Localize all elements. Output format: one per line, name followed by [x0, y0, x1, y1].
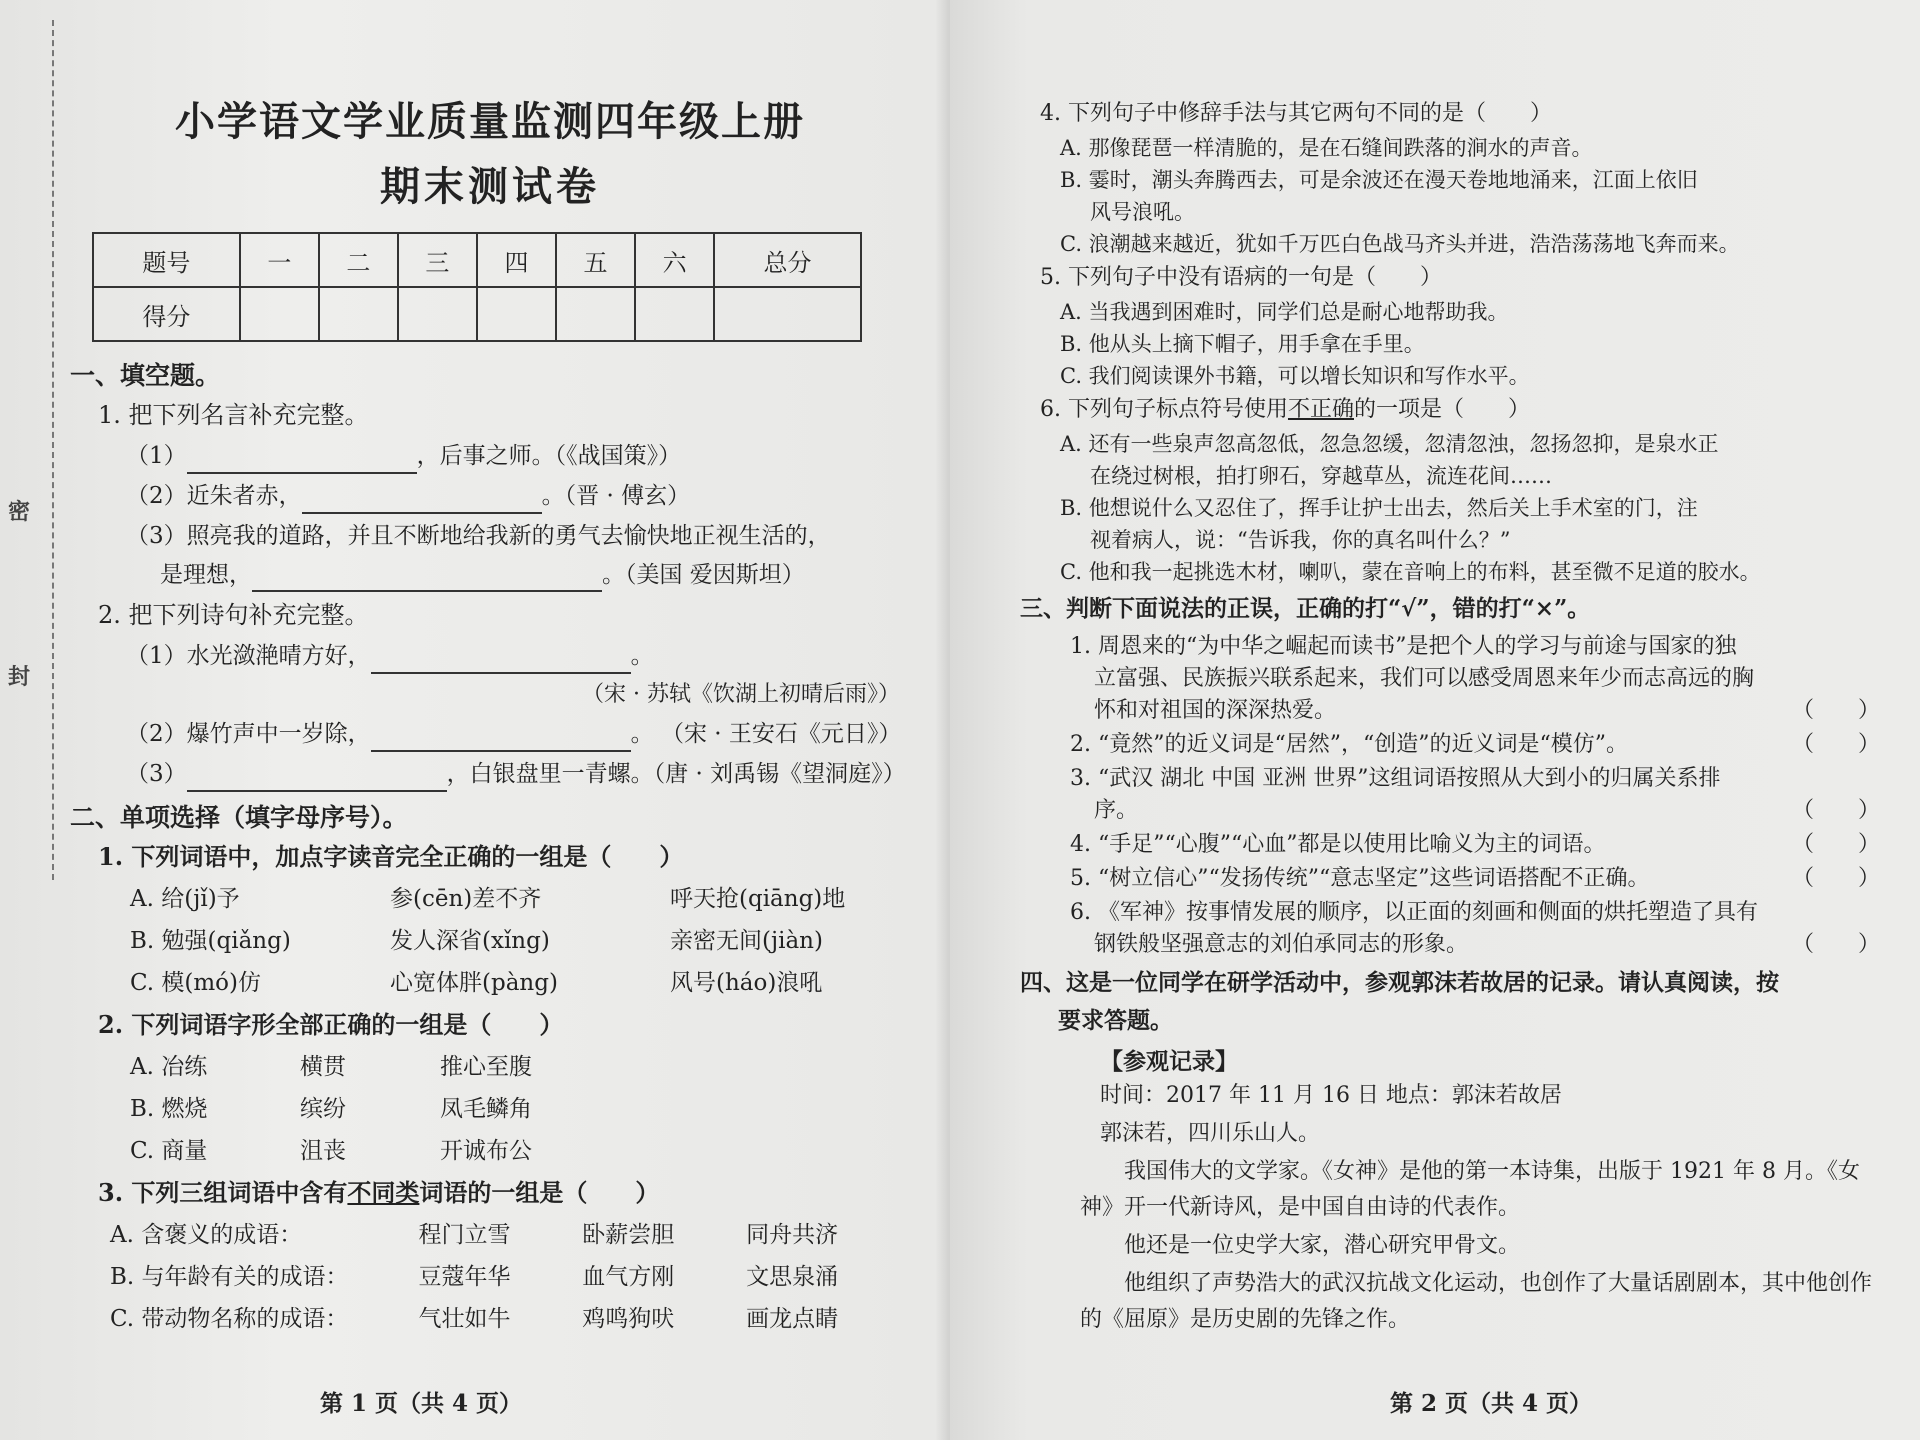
score-row-label: 得分 [93, 287, 240, 341]
text: ，白银盘里一青螺。（唐 · 刘禹锡《望洞庭》） [446, 761, 906, 787]
score-cell[interactable] [714, 287, 861, 341]
exam-subtitle: 期末测试卷 [380, 163, 600, 210]
text: （3） [126, 761, 187, 787]
text: （2）爆竹声中一岁除， [126, 721, 371, 747]
option-text: 鸡鸣狗吠 [582, 1306, 675, 1332]
tf-item [1070, 863, 1880, 895]
option-text: C. 浪潮越来越近，犹如千万匹白色战马齐头并进，浩浩荡荡地飞奔而来。 [1060, 232, 1740, 256]
tf-text: 4. “手足”“心腹”“心血”都是以使用比喻义为主的词语。 [1070, 832, 1606, 857]
page-footer: 第 2 页（共 4 页） [1390, 1390, 1593, 1417]
answer-blank[interactable] [187, 448, 417, 474]
option-text: 凤毛鳞角 [440, 1096, 532, 1122]
option-text: 参(cēn)差不齐 [390, 886, 542, 912]
section-4-heading: 四、这是一位同学在研学活动中，参观郭沫若故居的记录。请认真阅读，按 [1020, 969, 1779, 996]
tf-item [1070, 829, 1880, 861]
option-row [110, 1258, 910, 1296]
option-text: B. 霎时，潮头奔腾西去，可是余波还在漫天卷地地涌来，江面上依旧 [1060, 168, 1698, 192]
text: 。（晋 · 傅玄） [541, 483, 691, 509]
tf-item [1070, 631, 1880, 727]
option-text: 程门立雪 [418, 1222, 511, 1248]
option-text: 风号浪吼。 [1090, 200, 1195, 224]
option-text: 在绕过树根，拍打卵石，穿越草丛，流连花间…… [1090, 464, 1552, 488]
option-text: 画龙点睛 [746, 1306, 839, 1332]
exam-title: 小学语文学业质量监测四年级上册 [175, 98, 805, 145]
text: 。（美国 爱因斯坦） [602, 562, 805, 588]
section-1-heading: 一、填空题。 [70, 361, 221, 390]
underlined-text: 不正确 [1287, 397, 1354, 422]
option-text: B. 与年龄有关的成语： [110, 1264, 349, 1290]
record-paragraph: 郭沫若，四川乐山人。 [1100, 1121, 1321, 1146]
seal-char-feng: 封 [8, 664, 31, 690]
record-paragraph: 他还是一位史学大家，潜心研究甲骨文。 [1124, 1233, 1521, 1258]
text: （1） [126, 443, 187, 469]
option-row [110, 1216, 910, 1254]
question-1-1-2 [126, 478, 910, 514]
tf-text: 6. 《军神》按事情发展的顺序，以正面的刻画和侧面的烘托塑造了具有 [1070, 900, 1758, 925]
section-3-heading: 三、判断下面说法的正误，正确的打“√”，错的打“×”。 [1020, 595, 1591, 622]
answer-paren[interactable]: （ ） [1791, 698, 1880, 723]
tf-text: 怀和对祖国的深深热爱。 [1094, 698, 1337, 723]
section-2-heading: 二、单项选择（填字母序号）。 [70, 803, 408, 832]
score-header-cell: 六 [635, 233, 714, 287]
option-text: 气壮如牛 [418, 1306, 511, 1332]
tf-text: 3. “武汉 湖北 中国 亚洲 世界”这组词语按照从大到小的归属关系排 [1070, 766, 1721, 791]
option-text: A. 那像琵琶一样清脆的，是在石缝间跌落的涧水的声音。 [1060, 136, 1593, 160]
tf-text: 立富强、民族振兴联系起来，我们可以感受周恩来年少而志高远的胸 [1094, 666, 1755, 691]
option-text: C. 他和我一起挑选木材，喇叭，蒙在音响上的布料，甚至微不足道的胶水。 [1060, 560, 1761, 584]
score-table-header-row [93, 233, 861, 287]
option-text: B. 燃烧 [130, 1096, 208, 1122]
page-footer: 第 1 页（共 4 页） [320, 1390, 523, 1417]
text: ，后事之师。（《战国策》） [416, 443, 682, 469]
answer-blank[interactable] [371, 648, 631, 674]
question-1-2-2 [126, 716, 910, 752]
text: （2）近朱者赤， [126, 483, 302, 509]
score-header-cell: 四 [477, 233, 556, 287]
text: （1）水光潋滟晴方好， [126, 643, 371, 669]
option-text: 呼天抢(qiāng)地 [670, 886, 846, 912]
score-cell[interactable] [240, 287, 319, 341]
option-text: 豆蔻年华 [418, 1264, 511, 1290]
option-text: 开诚布公 [440, 1138, 532, 1164]
option-text: 视着病人，说：“告诉我，你的真名叫什么？” [1090, 528, 1511, 552]
text: 6. 下列句子标点符号使用 [1040, 397, 1288, 422]
text: 是理想， [160, 562, 252, 588]
text: 的一项是（ ） [1354, 397, 1531, 422]
text: 。 （宋 · 王安石《元日》） [630, 721, 902, 747]
option-text: A. 冶练 [130, 1054, 208, 1080]
question-2-4: 4. 下列句子中修辞手法与其它两句不同的是（ ） [1040, 101, 1552, 126]
record-paragraph: 我国伟大的文学家。《女神》是他的第一本诗集，出版于 1921 年 8 月。《女神》开一代新诗风，是中国自由诗的代表作。 [1080, 1159, 1860, 1220]
score-cell[interactable] [635, 287, 714, 341]
option-text: 风号(háo)浪吼 [670, 970, 823, 996]
score-header-cell: 总分 [714, 233, 861, 287]
option-text: 横贯 [300, 1054, 346, 1080]
option-row [130, 1090, 910, 1128]
underlined-text: 不同类 [347, 1178, 420, 1207]
option-text: C. 商量 [130, 1138, 208, 1164]
option-row [130, 1132, 910, 1170]
answer-paren[interactable]: （ ） [1791, 832, 1880, 857]
poem-source: （宋 · 苏轼《饮湖上初晴后雨》） [582, 682, 900, 707]
answer-blank[interactable] [252, 566, 602, 592]
record-title: 【参观记录】 [1100, 1048, 1238, 1075]
score-header-cell: 二 [319, 233, 398, 287]
option-text: 发人深省(xǐng) [390, 928, 550, 954]
score-header-cell: 题号 [93, 233, 240, 287]
answer-paren[interactable]: （ ） [1791, 866, 1880, 891]
score-cell[interactable] [477, 287, 556, 341]
question-1-1-3-cont [160, 558, 910, 592]
answer-blank[interactable] [302, 488, 542, 514]
option-text: 推心至腹 [440, 1054, 532, 1080]
answer-paren[interactable]: （ ） [1791, 932, 1880, 957]
option-row [130, 880, 910, 918]
tf-text: 2. “竟然”的近义词是“居然”，“创造”的近义词是“模仿”。 [1070, 732, 1628, 757]
option-text: C. 我们阅读课外书籍，可以增长知识和写作水平。 [1060, 364, 1530, 388]
score-header-cell: 五 [556, 233, 635, 287]
option-text: 亲密无间(jiàn) [670, 928, 823, 954]
option-row [130, 1048, 910, 1086]
question-2-6 [1040, 395, 1880, 425]
tf-text: 序。 [1094, 798, 1139, 823]
question-1-1-3: （3）照亮我的道路，并且不断地给我新的勇气去愉快地正视生活的， [126, 523, 831, 549]
tf-item [1070, 729, 1880, 761]
question-2-2: 2. 下列词语字形全部正确的一组是（ ） [98, 1010, 564, 1039]
tf-item [1070, 897, 1880, 961]
question-2-5: 5. 下列句子中没有语病的一句是（ ） [1040, 265, 1442, 290]
answer-paren[interactable]: （ ） [1791, 798, 1880, 823]
question-2-1: 1. 下列词语中，加点字读音完全正确的一组是（ ） [98, 842, 684, 871]
option-text: 同舟共济 [746, 1222, 839, 1248]
question-1-1: 1. 把下列名言补充完整。 [98, 401, 369, 429]
tf-item [1070, 763, 1880, 827]
option-text: C. 模(mó)仿 [130, 970, 262, 996]
seal-dashed-line [52, 20, 54, 880]
answer-blank[interactable] [371, 726, 631, 752]
section-4-heading-cont: 要求答题。 [1058, 1007, 1173, 1034]
option-text: A. 还有一些泉声忽高忽低，忽急忽缓，忽清忽浊，忽扬忽抑，是泉水正 [1060, 432, 1719, 456]
option-text: 沮丧 [300, 1138, 346, 1164]
option-row [110, 1300, 910, 1338]
option-text: A. 给(jǐ)予 [130, 886, 240, 912]
seal-char-mi: 密 [8, 499, 31, 525]
tf-text: 5. “树立信心”“发扬传统”“意志坚定”这些词语搭配不正确。 [1070, 866, 1650, 891]
text: 3. 下列三组词语中含有 [98, 1178, 348, 1207]
option-text: 卧薪尝胆 [582, 1222, 675, 1248]
question-2-3 [98, 1176, 910, 1210]
answer-blank[interactable] [187, 766, 447, 792]
score-table [92, 232, 862, 342]
option-text: A. 当我遇到困难时，同学们总是耐心地帮助我。 [1060, 300, 1509, 324]
option-text: C. 带动物名称的成语： [110, 1306, 349, 1332]
option-text: 文思泉涌 [746, 1264, 839, 1290]
score-header-cell: 一 [240, 233, 319, 287]
option-text: B. 他想说什么又忍住了，挥手让护士出去，然后关上手术室的门，注 [1060, 496, 1698, 520]
score-table-score-row [93, 287, 861, 341]
record-paragraph: 他组织了声势浩大的武汉抗战文化运动，也创作了大量话剧剧本，其中他创作的《屈原》是历史剧的先锋之作。 [1080, 1271, 1873, 1332]
option-text: B. 他从头上摘下帽子，用手拿在手里。 [1060, 332, 1425, 356]
option-text: 血气方刚 [582, 1264, 675, 1290]
right-page [950, 0, 1920, 1440]
question-1-1-1 [126, 438, 910, 474]
text: 词语的一组是（ ） [419, 1178, 660, 1207]
option-text: 心宽体胖(pàng) [390, 970, 558, 996]
tf-text: 1. 周恩来的“为中华之崛起而读书”是把个人的学习与前途与国家的独 [1070, 634, 1737, 659]
score-cell[interactable] [556, 287, 635, 341]
option-text: 缤纷 [300, 1096, 346, 1122]
answer-paren[interactable]: （ ） [1791, 732, 1880, 757]
score-header-cell: 三 [398, 233, 477, 287]
score-cell[interactable] [398, 287, 477, 341]
left-page [0, 0, 950, 1440]
option-text: B. 勉强(qiǎng) [130, 928, 291, 954]
option-row [130, 964, 910, 1002]
option-text: A. 含褒义的成语： [110, 1222, 303, 1248]
score-cell[interactable] [319, 287, 398, 341]
tf-text: 钢铁般坚强意志的刘伯承同志的形象。 [1094, 932, 1469, 957]
question-1-2-3 [126, 756, 910, 792]
option-row [130, 922, 910, 960]
record-time-location: 时间：2017 年 11 月 16 日 地点：郭沫若故居 [1100, 1083, 1562, 1108]
question-1-2-1 [126, 638, 910, 674]
question-1-2: 2. 把下列诗句补充完整。 [98, 601, 369, 629]
text: 。 [630, 643, 654, 669]
